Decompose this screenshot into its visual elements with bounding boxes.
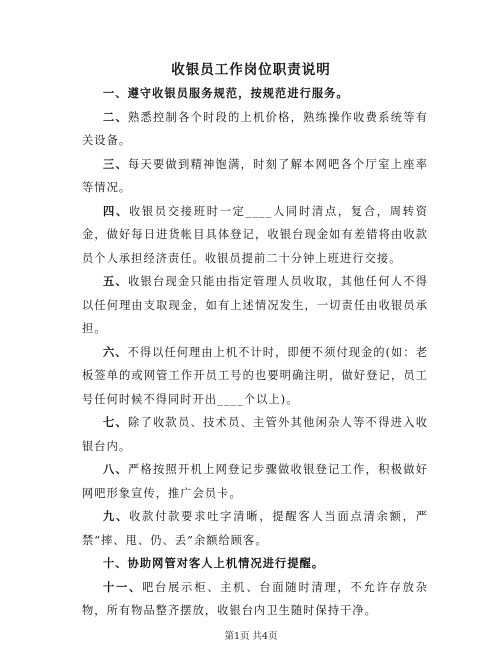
- paragraph-text: 吧台展示柜、主机、台面随时清理，不允许存放杂物，所有物品整齐摆放，收银台内卫生随时保持干净。: [82, 580, 428, 617]
- document-body: [82, 82, 428, 623]
- paragraph-number: 九、: [103, 509, 130, 523]
- paragraph-number: 七、: [103, 415, 129, 429]
- paragraph-text: 收银台现金只能由指定管理人员收取，其他任何人不得以任何理由支取现金，如有上述情况发生，一切责任由收银员承担。: [82, 275, 429, 335]
- paragraph-number: 一、: [103, 86, 128, 100]
- paragraph-text: 协助网管对客人上机情况进行提醒。: [127, 556, 325, 570]
- paragraph-text: 除了收款员、技术员、主管外其他闲杂人等不得进入收银台内。: [82, 416, 429, 453]
- paragraph-text: 遵守收银员服务规范，按规范进行服务。: [127, 86, 349, 100]
- paragraph-text: 收款付款要求吐字清晰，提醒客人当面点清余额，严禁“摔、甩、仍、丢”余额给顾客。: [82, 510, 428, 547]
- paragraph-2: [82, 106, 428, 153]
- paragraph-11: [82, 576, 428, 623]
- paragraph-text: 熟悉控制各个时段的上机价格，熟练操作收费系统等有关设备。: [82, 110, 429, 147]
- paragraph-7: [82, 411, 428, 458]
- paragraph-number: 八、: [103, 462, 129, 476]
- paragraph-5: [82, 270, 428, 341]
- paragraph-number: 三、: [103, 156, 129, 171]
- paragraph-4: [82, 200, 428, 271]
- paragraph-number: 六、: [103, 344, 128, 359]
- paragraph-9: [82, 505, 428, 552]
- paragraph-text: 收银员交接班时一定____人同时清点，复合，周转资金，做好每日进货帐目具体登记，收银台现金如有差错将由收款员个人承担经济责任。收银员提前二十分钟上班进行交接。: [82, 204, 428, 265]
- paragraph-text: 严格按照开机上网登记步骤做收银登记工作，积极做好网吧形象宣传，推广会员卡。: [82, 463, 429, 500]
- paragraph-8: [82, 458, 428, 505]
- paragraph-1: [82, 82, 428, 106]
- paragraph-number: 五、: [103, 274, 129, 288]
- paragraph-text: 不得以任何理由上机不计时，即便不须付现金的(如：老板签单的或网管工作开员工号的也要明确注明，做好登记，员工号任何时候不得同时开出____个以上)。: [82, 345, 429, 406]
- paragraph-3: [82, 153, 428, 200]
- paragraph-10: [82, 552, 428, 576]
- page-footer: 第1页 共4页: [224, 631, 278, 642]
- paragraph-number: 四、: [103, 203, 129, 218]
- document-title: 收银员工作岗位职责说明: [171, 62, 331, 78]
- paragraph-number: 二、: [103, 109, 129, 124]
- paragraph-number: 十、: [103, 556, 128, 570]
- paragraph-text: 每天要做到精神饱满，时刻了解本网吧各个厅室上座率等情况。: [82, 157, 429, 194]
- paragraph-6: [82, 341, 428, 412]
- paragraph-number: 十一、: [103, 579, 143, 594]
